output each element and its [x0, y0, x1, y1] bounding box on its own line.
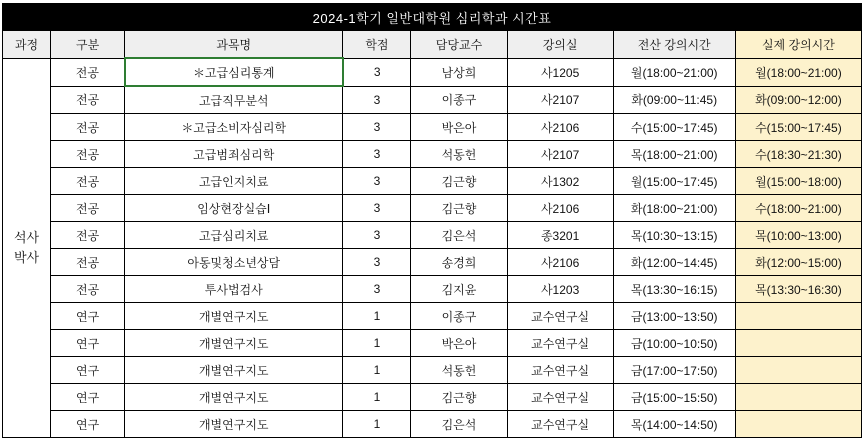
- row-subject: ＊고급심리통계: [125, 58, 343, 86]
- row-scheduled-time: 목(13:30~16:15): [613, 276, 735, 303]
- table-row[interactable]: [3, 58, 862, 86]
- title-row: [3, 4, 862, 31]
- row-room: 사1302: [507, 168, 613, 195]
- table-row[interactable]: [3, 114, 862, 141]
- row-room: 교수연구실: [507, 357, 613, 384]
- column-header-2: 과목명: [125, 31, 343, 59]
- row-credit: 3: [343, 168, 411, 195]
- row-room: 교수연구실: [507, 384, 613, 411]
- row-type: 전공: [51, 249, 125, 276]
- row-scheduled-time: 월(15:00~17:45): [613, 168, 735, 195]
- row-subject: 개별연구지도: [125, 303, 343, 330]
- table-row[interactable]: [3, 330, 862, 357]
- row-credit: 3: [343, 249, 411, 276]
- row-scheduled-time: 목(10:30~13:15): [613, 222, 735, 249]
- table-row[interactable]: [3, 168, 862, 195]
- row-actual-time: [735, 384, 861, 411]
- row-credit: 1: [343, 411, 411, 438]
- row-scheduled-time: 목(14:00~14:50): [613, 411, 735, 438]
- row-scheduled-time: 금(13:00~13:50): [613, 303, 735, 330]
- header-row: [3, 31, 862, 59]
- row-credit: 1: [343, 357, 411, 384]
- row-credit: 3: [343, 276, 411, 303]
- row-credit: 3: [343, 58, 411, 86]
- table-row[interactable]: [3, 86, 862, 114]
- row-type: 전공: [51, 114, 125, 141]
- row-credit: 1: [343, 384, 411, 411]
- row-room: 종3201: [507, 222, 613, 249]
- row-actual-time: 월(15:00~18:00): [735, 168, 861, 195]
- row-room: 사2107: [507, 141, 613, 168]
- program-label: [3, 58, 51, 438]
- row-subject: ＊고급소비자심리학: [125, 114, 343, 141]
- schedule-page: [0, 3, 864, 432]
- table-row[interactable]: [3, 411, 862, 438]
- row-room: 사1203: [507, 276, 613, 303]
- row-actual-time: [735, 303, 861, 330]
- row-actual-time: 화(09:00~12:00): [735, 86, 861, 114]
- schedule-table-body: [3, 4, 862, 438]
- row-professor: 석동헌: [411, 141, 507, 168]
- table-row[interactable]: [3, 222, 862, 249]
- row-credit: 3: [343, 222, 411, 249]
- row-type: 연구: [51, 330, 125, 357]
- row-subject: 고급인지치료: [125, 168, 343, 195]
- row-professor: 김지윤: [411, 276, 507, 303]
- row-credit: 3: [343, 141, 411, 168]
- row-scheduled-time: 금(15:00~15:50): [613, 384, 735, 411]
- row-subject: 개별연구지도: [125, 384, 343, 411]
- row-actual-time: 수(18:30~21:30): [735, 141, 861, 168]
- row-actual-time: 월(18:00~21:00): [735, 58, 861, 86]
- row-room: 사2106: [507, 195, 613, 222]
- program-label-line: 석사: [13, 230, 40, 246]
- row-type: 연구: [51, 303, 125, 330]
- column-header-6: 전산 강의시간: [613, 31, 735, 59]
- row-type: 전공: [51, 222, 125, 249]
- row-room: 교수연구실: [507, 330, 613, 357]
- row-room: 사1205: [507, 58, 613, 86]
- row-subject: 투사법검사: [125, 276, 343, 303]
- row-actual-time: [735, 357, 861, 384]
- row-room: 사2106: [507, 249, 613, 276]
- row-actual-time: [735, 330, 861, 357]
- row-actual-time: 화(12:00~15:00): [735, 249, 861, 276]
- row-professor: 송경희: [411, 249, 507, 276]
- row-subject: 고급심리치료: [125, 222, 343, 249]
- column-header-4: 담당교수: [411, 31, 507, 59]
- column-header-7: 실제 강의시간: [735, 31, 861, 59]
- row-professor: 박은아: [411, 330, 507, 357]
- schedule-table: [2, 3, 862, 438]
- row-scheduled-time: 금(17:00~17:50): [613, 357, 735, 384]
- row-credit: 3: [343, 114, 411, 141]
- column-header-5: 강의실: [507, 31, 613, 59]
- program-label-line: 박사: [13, 249, 40, 265]
- row-actual-time: [735, 411, 861, 438]
- row-professor: 남상희: [411, 58, 507, 86]
- column-header-0: 과정: [3, 31, 51, 59]
- row-scheduled-time: 화(12:00~14:45): [613, 249, 735, 276]
- row-scheduled-time: 수(15:00~17:45): [613, 114, 735, 141]
- row-professor: 김은석: [411, 411, 507, 438]
- row-scheduled-time: 화(09:00~11:45): [613, 86, 735, 114]
- row-professor: 석동헌: [411, 357, 507, 384]
- row-type: 전공: [51, 168, 125, 195]
- table-row[interactable]: [3, 384, 862, 411]
- table-row[interactable]: [3, 276, 862, 303]
- row-scheduled-time: 목(18:00~21:00): [613, 141, 735, 168]
- row-room: 교수연구실: [507, 303, 613, 330]
- row-professor: 이종구: [411, 86, 507, 114]
- row-scheduled-time: 화(18:00~21:00): [613, 195, 735, 222]
- row-room: 교수연구실: [507, 411, 613, 438]
- column-header-3: 학점: [343, 31, 411, 59]
- row-type: 연구: [51, 411, 125, 438]
- row-credit: 1: [343, 303, 411, 330]
- row-type: 전공: [51, 276, 125, 303]
- row-subject: 개별연구지도: [125, 411, 343, 438]
- row-actual-time: 수(18:00~21:00): [735, 195, 861, 222]
- page-title: 2024-1학기 일반대학원 심리학과 시간표: [3, 4, 862, 31]
- row-type: 연구: [51, 384, 125, 411]
- row-credit: 1: [343, 330, 411, 357]
- row-subject: 아동및청소년상담: [125, 249, 343, 276]
- row-room: 사2106: [507, 114, 613, 141]
- column-header-1: 구분: [51, 31, 125, 59]
- row-type: 전공: [51, 141, 125, 168]
- table-row[interactable]: [3, 249, 862, 276]
- row-professor: 김은석: [411, 222, 507, 249]
- row-subject: 고급범죄심리학: [125, 141, 343, 168]
- row-subject: 임상현장실습Ⅰ: [125, 195, 343, 222]
- row-type: 전공: [51, 58, 125, 86]
- row-credit: 3: [343, 86, 411, 114]
- row-professor: 이종구: [411, 303, 507, 330]
- row-actual-time: 목(10:00~13:00): [735, 222, 861, 249]
- row-scheduled-time: 월(18:00~21:00): [613, 58, 735, 86]
- row-professor: 김근향: [411, 195, 507, 222]
- row-professor: 김근향: [411, 384, 507, 411]
- row-subject: 개별연구지도: [125, 357, 343, 384]
- row-credit: 3: [343, 195, 411, 222]
- table-row[interactable]: [3, 303, 862, 330]
- row-scheduled-time: 금(10:00~10:50): [613, 330, 735, 357]
- row-actual-time: 목(13:30~16:30): [735, 276, 861, 303]
- row-type: 전공: [51, 86, 125, 114]
- row-subject: 고급직무분석: [125, 86, 343, 114]
- row-professor: 김근향: [411, 168, 507, 195]
- table-row[interactable]: [3, 357, 862, 384]
- table-row[interactable]: [3, 141, 862, 168]
- row-type: 전공: [51, 195, 125, 222]
- row-room: 사2107: [507, 86, 613, 114]
- row-subject: 개별연구지도: [125, 330, 343, 357]
- table-row[interactable]: [3, 195, 862, 222]
- row-professor: 박은아: [411, 114, 507, 141]
- row-type: 연구: [51, 357, 125, 384]
- row-actual-time: 수(15:00~17:45): [735, 114, 861, 141]
